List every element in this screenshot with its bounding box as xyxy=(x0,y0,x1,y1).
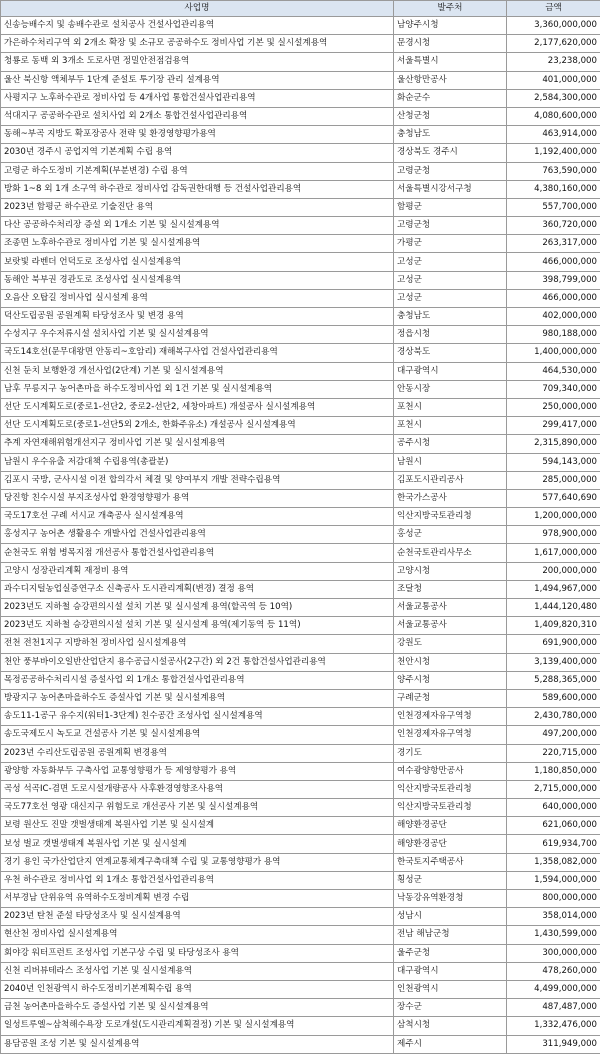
amount-cell: 358,014,000 xyxy=(507,908,600,926)
table-row xyxy=(1,289,600,307)
amount-cell: 311,949,000 xyxy=(507,1035,600,1053)
table-row xyxy=(1,271,600,289)
client-cell: 경상북도 xyxy=(394,344,507,362)
table-row xyxy=(1,435,600,453)
amount-cell: 4,080,600,000 xyxy=(507,107,600,125)
amount-cell: 640,000,000 xyxy=(507,799,600,817)
amount-cell: 398,799,000 xyxy=(507,271,600,289)
table-row xyxy=(1,580,600,598)
project-name-cell: 서부경남 단위유역 유역하수도정비계획 변경 수립 xyxy=(1,890,394,908)
client-cell: 천안시청 xyxy=(394,653,507,671)
project-name-cell: 국도17호선 구례 서시교 개축공사 실시설계용역 xyxy=(1,508,394,526)
project-name-cell: 광양항 자동화부두 구축사업 교통영향평가 등 제영향평가 용역 xyxy=(1,762,394,780)
table-row xyxy=(1,162,600,180)
amount-cell: 5,288,365,000 xyxy=(507,671,600,689)
client-cell: 산청군청 xyxy=(394,107,507,125)
table-row xyxy=(1,107,600,125)
client-cell: 고성군 xyxy=(394,271,507,289)
project-name-cell: 수성지구 우수저류시설 설치사업 기본 및 실시설계용역 xyxy=(1,326,394,344)
amount-cell: 401,000,000 xyxy=(507,71,600,89)
table-body xyxy=(1,17,600,1054)
client-cell: 해양환경공단 xyxy=(394,817,507,835)
table-row xyxy=(1,53,600,71)
amount-cell: 1,430,599,000 xyxy=(507,926,600,944)
client-cell: 화순군수 xyxy=(394,89,507,107)
table-row xyxy=(1,962,600,980)
project-name-cell: 동해안 북부권 경관도로 조성사업 실시설계용역 xyxy=(1,271,394,289)
client-cell: 횡성군 xyxy=(394,871,507,889)
amount-cell: 1,358,082,000 xyxy=(507,853,600,871)
amount-cell: 978,900,000 xyxy=(507,526,600,544)
table-row xyxy=(1,1017,600,1035)
client-cell: 성남시 xyxy=(394,908,507,926)
client-cell: 포천시 xyxy=(394,398,507,416)
project-name-cell: 국도14호선(문무대왕면 안동리~호암리) 재해복구사업 건설사업관리용역 xyxy=(1,344,394,362)
amount-cell: 497,200,000 xyxy=(507,726,600,744)
table-row xyxy=(1,471,600,489)
project-name-cell: 신천 둔치 보행환경 개선사업(2단계) 기본 및 실시설계용역 xyxy=(1,362,394,380)
project-name-cell: 신천 리버뷰테라스 조성사업 기본 및 실시설계용역 xyxy=(1,962,394,980)
table-row xyxy=(1,599,600,617)
client-cell: 익산지방국토관리청 xyxy=(394,799,507,817)
client-cell: 공주시청 xyxy=(394,435,507,453)
project-name-cell: 방화 1~8 외 1개 소구역 하수관로 정비사업 감독권한대행 등 건설사업관리용역 xyxy=(1,180,394,198)
client-cell: 고령군청 xyxy=(394,162,507,180)
project-name-cell: 송도국제도시 녹도교 건설공사 기본 및 실시설계용역 xyxy=(1,726,394,744)
client-cell: 한국가스공사 xyxy=(394,489,507,507)
table-row xyxy=(1,562,600,580)
client-cell: 익산지방국토관리청 xyxy=(394,780,507,798)
amount-cell: 1,180,850,000 xyxy=(507,762,600,780)
project-name-cell: 다산 공공하수처리장 증설 외 1개소 기본 및 실시설계용역 xyxy=(1,217,394,235)
client-cell: 충청남도 xyxy=(394,308,507,326)
table-row xyxy=(1,689,600,707)
client-cell: 서울특별시강서구청 xyxy=(394,180,507,198)
project-name-cell: 김포시 국방, 군사시설 이전 합의각서 체결 및 양여부지 개발 전략수립용역 xyxy=(1,471,394,489)
client-cell: 익산지방국토관리청 xyxy=(394,508,507,526)
client-cell: 구례군청 xyxy=(394,689,507,707)
client-cell: 서울교통공사 xyxy=(394,617,507,635)
table-row xyxy=(1,344,600,362)
project-name-cell: 회야강 워터프런트 조성사업 기본구상 수립 및 타당성조사 용역 xyxy=(1,944,394,962)
client-cell: 안동시장 xyxy=(394,380,507,398)
project-name-cell: 덕산도립공원 공원계획 타당성조사 및 변경 용역 xyxy=(1,308,394,326)
project-name-cell: 추계 자연재해위험개선지구 정비사업 기본 및 실시설계용역 xyxy=(1,435,394,453)
client-cell: 울주군청 xyxy=(394,944,507,962)
amount-cell: 200,000,000 xyxy=(507,562,600,580)
project-name-cell: 2023년 함평군 하수관로 기술진단 용역 xyxy=(1,198,394,216)
amount-cell: 2,584,300,000 xyxy=(507,89,600,107)
project-name-cell: 보령 원산도 진말 갯벌생태계 복원사업 기본 및 실시설계 xyxy=(1,817,394,835)
project-name-cell: 천안 풍부바이오일반산업단지 용수공급시설공사(2구간) 외 2건 통합건설사업관리용역 xyxy=(1,653,394,671)
amount-cell: 463,914,000 xyxy=(507,126,600,144)
client-cell: 홍성군 xyxy=(394,526,507,544)
project-name-cell: 2030년 경주시 공업지역 기본계획 수립 용역 xyxy=(1,144,394,162)
table-row xyxy=(1,180,600,198)
client-cell: 고성군 xyxy=(394,253,507,271)
project-name-cell: 국도77호선 영광 대신지구 위험도로 개선공사 기본 및 실시설계용역 xyxy=(1,799,394,817)
project-name-cell: 방광지구 농어촌마을하수도 증설사업 기본 및 실시설계용역 xyxy=(1,689,394,707)
client-cell: 서울특별시 xyxy=(394,53,507,71)
table-row xyxy=(1,1035,600,1053)
amount-cell: 709,340,000 xyxy=(507,380,600,398)
table-row xyxy=(1,853,600,871)
amount-cell: 1,409,820,310 xyxy=(507,617,600,635)
header-project-name: 사업명 xyxy=(1,1,394,17)
amount-cell: 1,192,400,000 xyxy=(507,144,600,162)
client-cell: 인천경제자유구역청 xyxy=(394,708,507,726)
amount-cell: 1,200,000,000 xyxy=(507,508,600,526)
client-cell: 대구광역시 xyxy=(394,362,507,380)
table-row xyxy=(1,526,600,544)
project-name-cell: 선단 도시계획도로(중로1-선단2, 중로2-선단2, 세창아파트) 개설공사 실시설계용역 xyxy=(1,398,394,416)
client-cell: 인천광역시 xyxy=(394,980,507,998)
amount-cell: 800,000,000 xyxy=(507,890,600,908)
amount-cell: 466,000,000 xyxy=(507,289,600,307)
project-name-cell: 선단 도시계획도로(중로1-선단5외 2개소, 한화주유소) 개설공사 실시설계용역 xyxy=(1,417,394,435)
client-cell: 남원시 xyxy=(394,453,507,471)
client-cell: 순천국토관리사무소 xyxy=(394,544,507,562)
table-row xyxy=(1,544,600,562)
table-row xyxy=(1,762,600,780)
client-cell: 포천시 xyxy=(394,417,507,435)
table-row xyxy=(1,198,600,216)
table-row xyxy=(1,326,600,344)
client-cell: 고양시청 xyxy=(394,562,507,580)
amount-cell: 466,000,000 xyxy=(507,253,600,271)
client-cell: 서울교통공사 xyxy=(394,599,507,617)
client-cell: 남양주시청 xyxy=(394,17,507,35)
amount-cell: 250,000,000 xyxy=(507,398,600,416)
client-cell: 정읍시청 xyxy=(394,326,507,344)
amount-cell: 2,315,890,000 xyxy=(507,435,600,453)
project-name-cell: 오음산 오탑길 정비사업 실시설계 용역 xyxy=(1,289,394,307)
client-cell: 충청남도 xyxy=(394,126,507,144)
project-name-cell: 2023년도 지하철 승강편의시설 설치 기본 및 실시설계 용역(제기동역 등 11역) xyxy=(1,617,394,635)
client-cell: 낙동강유역환경청 xyxy=(394,890,507,908)
table-row xyxy=(1,780,600,798)
table-row xyxy=(1,489,600,507)
table-row xyxy=(1,308,600,326)
client-cell: 한국토지주택공사 xyxy=(394,853,507,871)
amount-cell: 763,590,000 xyxy=(507,162,600,180)
table-row xyxy=(1,126,600,144)
project-name-cell: 홍성지구 농어촌 생활용수 개발사업 건설사업관리용역 xyxy=(1,526,394,544)
project-name-cell: 전천 전천1지구 지방하천 정비사업 실시설계용역 xyxy=(1,635,394,653)
project-name-cell: 2023년 수리산도립공원 공원계획 변경용역 xyxy=(1,744,394,762)
table-row xyxy=(1,890,600,908)
project-name-cell: 당진항 친수시설 부지조성사업 환경영향평가 용역 xyxy=(1,489,394,507)
project-name-cell: 남원시 우수유출 저감대책 수립용역(총괄분) xyxy=(1,453,394,471)
project-name-cell: 신송능배수지 및 송배수관로 설치공사 건설사업관리용역 xyxy=(1,17,394,35)
project-name-cell: 현산천 정비사업 실시설계용역 xyxy=(1,926,394,944)
project-name-cell: 사평지구 노후하수관로 정비사업 등 4개사업 통합건설사업관리용역 xyxy=(1,89,394,107)
project-name-cell: 남후 무릉지구 농어촌마을 하수도정비사업 외 1건 기본 및 실시설계용역 xyxy=(1,380,394,398)
amount-cell: 2,177,620,000 xyxy=(507,35,600,53)
amount-cell: 3,360,000,000 xyxy=(507,17,600,35)
project-name-cell: 가은하수처리구역 외 2개소 확장 및 소규모 공공하수도 정비사업 기본 및 실시설계용역 xyxy=(1,35,394,53)
table-row xyxy=(1,398,600,416)
amount-cell: 619,934,700 xyxy=(507,835,600,853)
amount-cell: 478,260,000 xyxy=(507,962,600,980)
amount-cell: 594,143,000 xyxy=(507,453,600,471)
amount-cell: 285,000,000 xyxy=(507,471,600,489)
project-name-cell: 청룡로 동백 외 3개소 도로사면 정밀안전점검용역 xyxy=(1,53,394,71)
table-row xyxy=(1,908,600,926)
table-row xyxy=(1,508,600,526)
amount-cell: 263,317,000 xyxy=(507,235,600,253)
client-cell: 조달청 xyxy=(394,580,507,598)
table-row xyxy=(1,799,600,817)
table-row xyxy=(1,926,600,944)
table-row xyxy=(1,89,600,107)
amount-cell: 980,188,000 xyxy=(507,326,600,344)
table-row xyxy=(1,980,600,998)
amount-cell: 1,444,120,480 xyxy=(507,599,600,617)
project-name-cell: 2023년도 지하철 승강편의시설 설치 기본 및 실시설계 용역(할곡역 등 10역) xyxy=(1,599,394,617)
amount-cell: 621,060,000 xyxy=(507,817,600,835)
client-cell: 가평군 xyxy=(394,235,507,253)
amount-cell: 3,139,400,000 xyxy=(507,653,600,671)
project-name-cell: 곡성 석곡IC-겸면 도로시설개량공사 사후환경영향조사용역 xyxy=(1,780,394,798)
table-row xyxy=(1,417,600,435)
client-cell: 삼척시청 xyxy=(394,1017,507,1035)
table-row xyxy=(1,653,600,671)
amount-cell: 589,600,000 xyxy=(507,689,600,707)
project-name-cell: 과수디지털농업실증연구소 신축공사 도시관리계획(변경) 결정 용역 xyxy=(1,580,394,598)
client-cell: 함평군 xyxy=(394,198,507,216)
table-row xyxy=(1,871,600,889)
amount-cell: 360,720,000 xyxy=(507,217,600,235)
project-name-cell: 석대지구 공공하수관로 설치사업 외 2개소 통합건설사업관리용역 xyxy=(1,107,394,125)
header-client: 발주처 xyxy=(394,1,507,17)
table-row xyxy=(1,217,600,235)
client-cell: 양주시청 xyxy=(394,671,507,689)
client-cell: 경상북도 경주시 xyxy=(394,144,507,162)
table-row xyxy=(1,380,600,398)
amount-cell: 1,617,000,000 xyxy=(507,544,600,562)
project-name-cell: 동해~부곡 지방도 확포장공사 전략 및 환경영향평가용역 xyxy=(1,126,394,144)
amount-cell: 1,594,000,000 xyxy=(507,871,600,889)
amount-cell: 300,000,000 xyxy=(507,944,600,962)
table-row xyxy=(1,235,600,253)
client-cell: 고성군 xyxy=(394,289,507,307)
project-name-cell: 조종면 노후하수관로 정비사업 기본 및 실시설계용역 xyxy=(1,235,394,253)
table-row xyxy=(1,617,600,635)
client-cell: 문경시청 xyxy=(394,35,507,53)
amount-cell: 4,499,000,000 xyxy=(507,980,600,998)
amount-cell: 220,715,000 xyxy=(507,744,600,762)
table-row xyxy=(1,17,600,35)
table-row xyxy=(1,35,600,53)
table-header-row xyxy=(1,1,600,17)
client-cell: 강원도 xyxy=(394,635,507,653)
project-name-cell: 송도11-1공구 유수지(워터1-3단계) 친수공간 조성사업 실시설계용역 xyxy=(1,708,394,726)
amount-cell: 1,332,476,000 xyxy=(507,1017,600,1035)
header-amount: 금액 xyxy=(507,1,600,17)
amount-cell: 691,900,000 xyxy=(507,635,600,653)
table-row xyxy=(1,671,600,689)
table-row xyxy=(1,362,600,380)
project-name-cell: 2023년 탄천 준설 타당성조사 및 실시설계용역 xyxy=(1,908,394,926)
amount-cell: 464,530,000 xyxy=(507,362,600,380)
client-cell: 경기도 xyxy=(394,744,507,762)
table-row xyxy=(1,71,600,89)
table-row xyxy=(1,835,600,853)
amount-cell: 4,380,160,000 xyxy=(507,180,600,198)
client-cell: 대구광역시 xyxy=(394,962,507,980)
table-row xyxy=(1,253,600,271)
client-cell: 김포도시관리공사 xyxy=(394,471,507,489)
project-name-cell: 고령군 하수도정비 기본계획(부분변경) 수립 용역 xyxy=(1,162,394,180)
amount-cell: 23,238,000 xyxy=(507,53,600,71)
amount-cell: 2,430,780,000 xyxy=(507,708,600,726)
amount-cell: 577,640,690 xyxy=(507,489,600,507)
project-name-cell: 순천국도 위험 병목지점 개선공사 통합건설사업관리용역 xyxy=(1,544,394,562)
client-cell: 전남 해남군청 xyxy=(394,926,507,944)
amount-cell: 557,700,000 xyxy=(507,198,600,216)
project-name-cell: 일성트루엘~삼척해수욕장 도로개설(도시관리계획결정) 기본 및 실시설계용역 xyxy=(1,1017,394,1035)
project-name-cell: 우천 하수관로 정비사업 외 1개소 통합건설사업관리용역 xyxy=(1,871,394,889)
project-name-cell: 울산 북신항 액체부두 1단계 준설토 투기장 관리 설계용역 xyxy=(1,71,394,89)
project-name-cell: 보랏빛 라벤더 언덕도로 조성사업 실시설계용역 xyxy=(1,253,394,271)
table-row xyxy=(1,726,600,744)
project-name-cell: 고양시 성장관리계획 재정비 용역 xyxy=(1,562,394,580)
project-name-cell: 2040년 인천광역시 하수도정비기본계획수립 용역 xyxy=(1,980,394,998)
amount-cell: 487,487,000 xyxy=(507,999,600,1017)
amount-cell: 1,400,000,000 xyxy=(507,344,600,362)
project-name-cell: 목정공공하수처리시설 증설사업 외 1개소 통합건설사업관리용역 xyxy=(1,671,394,689)
client-cell: 울산항만공사 xyxy=(394,71,507,89)
table-row xyxy=(1,944,600,962)
table-row xyxy=(1,999,600,1017)
amount-cell: 1,494,967,000 xyxy=(507,580,600,598)
table-row xyxy=(1,708,600,726)
project-name-cell: 용담공원 조성 기본 및 실시설계용역 xyxy=(1,1035,394,1053)
amount-cell: 2,715,000,000 xyxy=(507,780,600,798)
client-cell: 장수군 xyxy=(394,999,507,1017)
client-cell: 해양환경공단 xyxy=(394,835,507,853)
project-name-cell: 경기 용인 국가산업단지 연계교통체계구축대책 수립 및 교통영향평가 용역 xyxy=(1,853,394,871)
table-row xyxy=(1,635,600,653)
table-row xyxy=(1,144,600,162)
client-cell: 인천경제자유구역청 xyxy=(394,726,507,744)
table-row xyxy=(1,453,600,471)
table-row xyxy=(1,744,600,762)
amount-cell: 402,000,000 xyxy=(507,308,600,326)
project-name-cell: 보성 벌교 갯벌생태계 복원사업 기본 및 실시설계 xyxy=(1,835,394,853)
table-row xyxy=(1,817,600,835)
client-cell: 여수광양항만공사 xyxy=(394,762,507,780)
client-cell: 제주시 xyxy=(394,1035,507,1053)
client-cell: 고령군청 xyxy=(394,217,507,235)
amount-cell: 299,417,000 xyxy=(507,417,600,435)
project-name-cell: 금천 농어촌마을하수도 증설사업 기본 및 실시설계용역 xyxy=(1,999,394,1017)
